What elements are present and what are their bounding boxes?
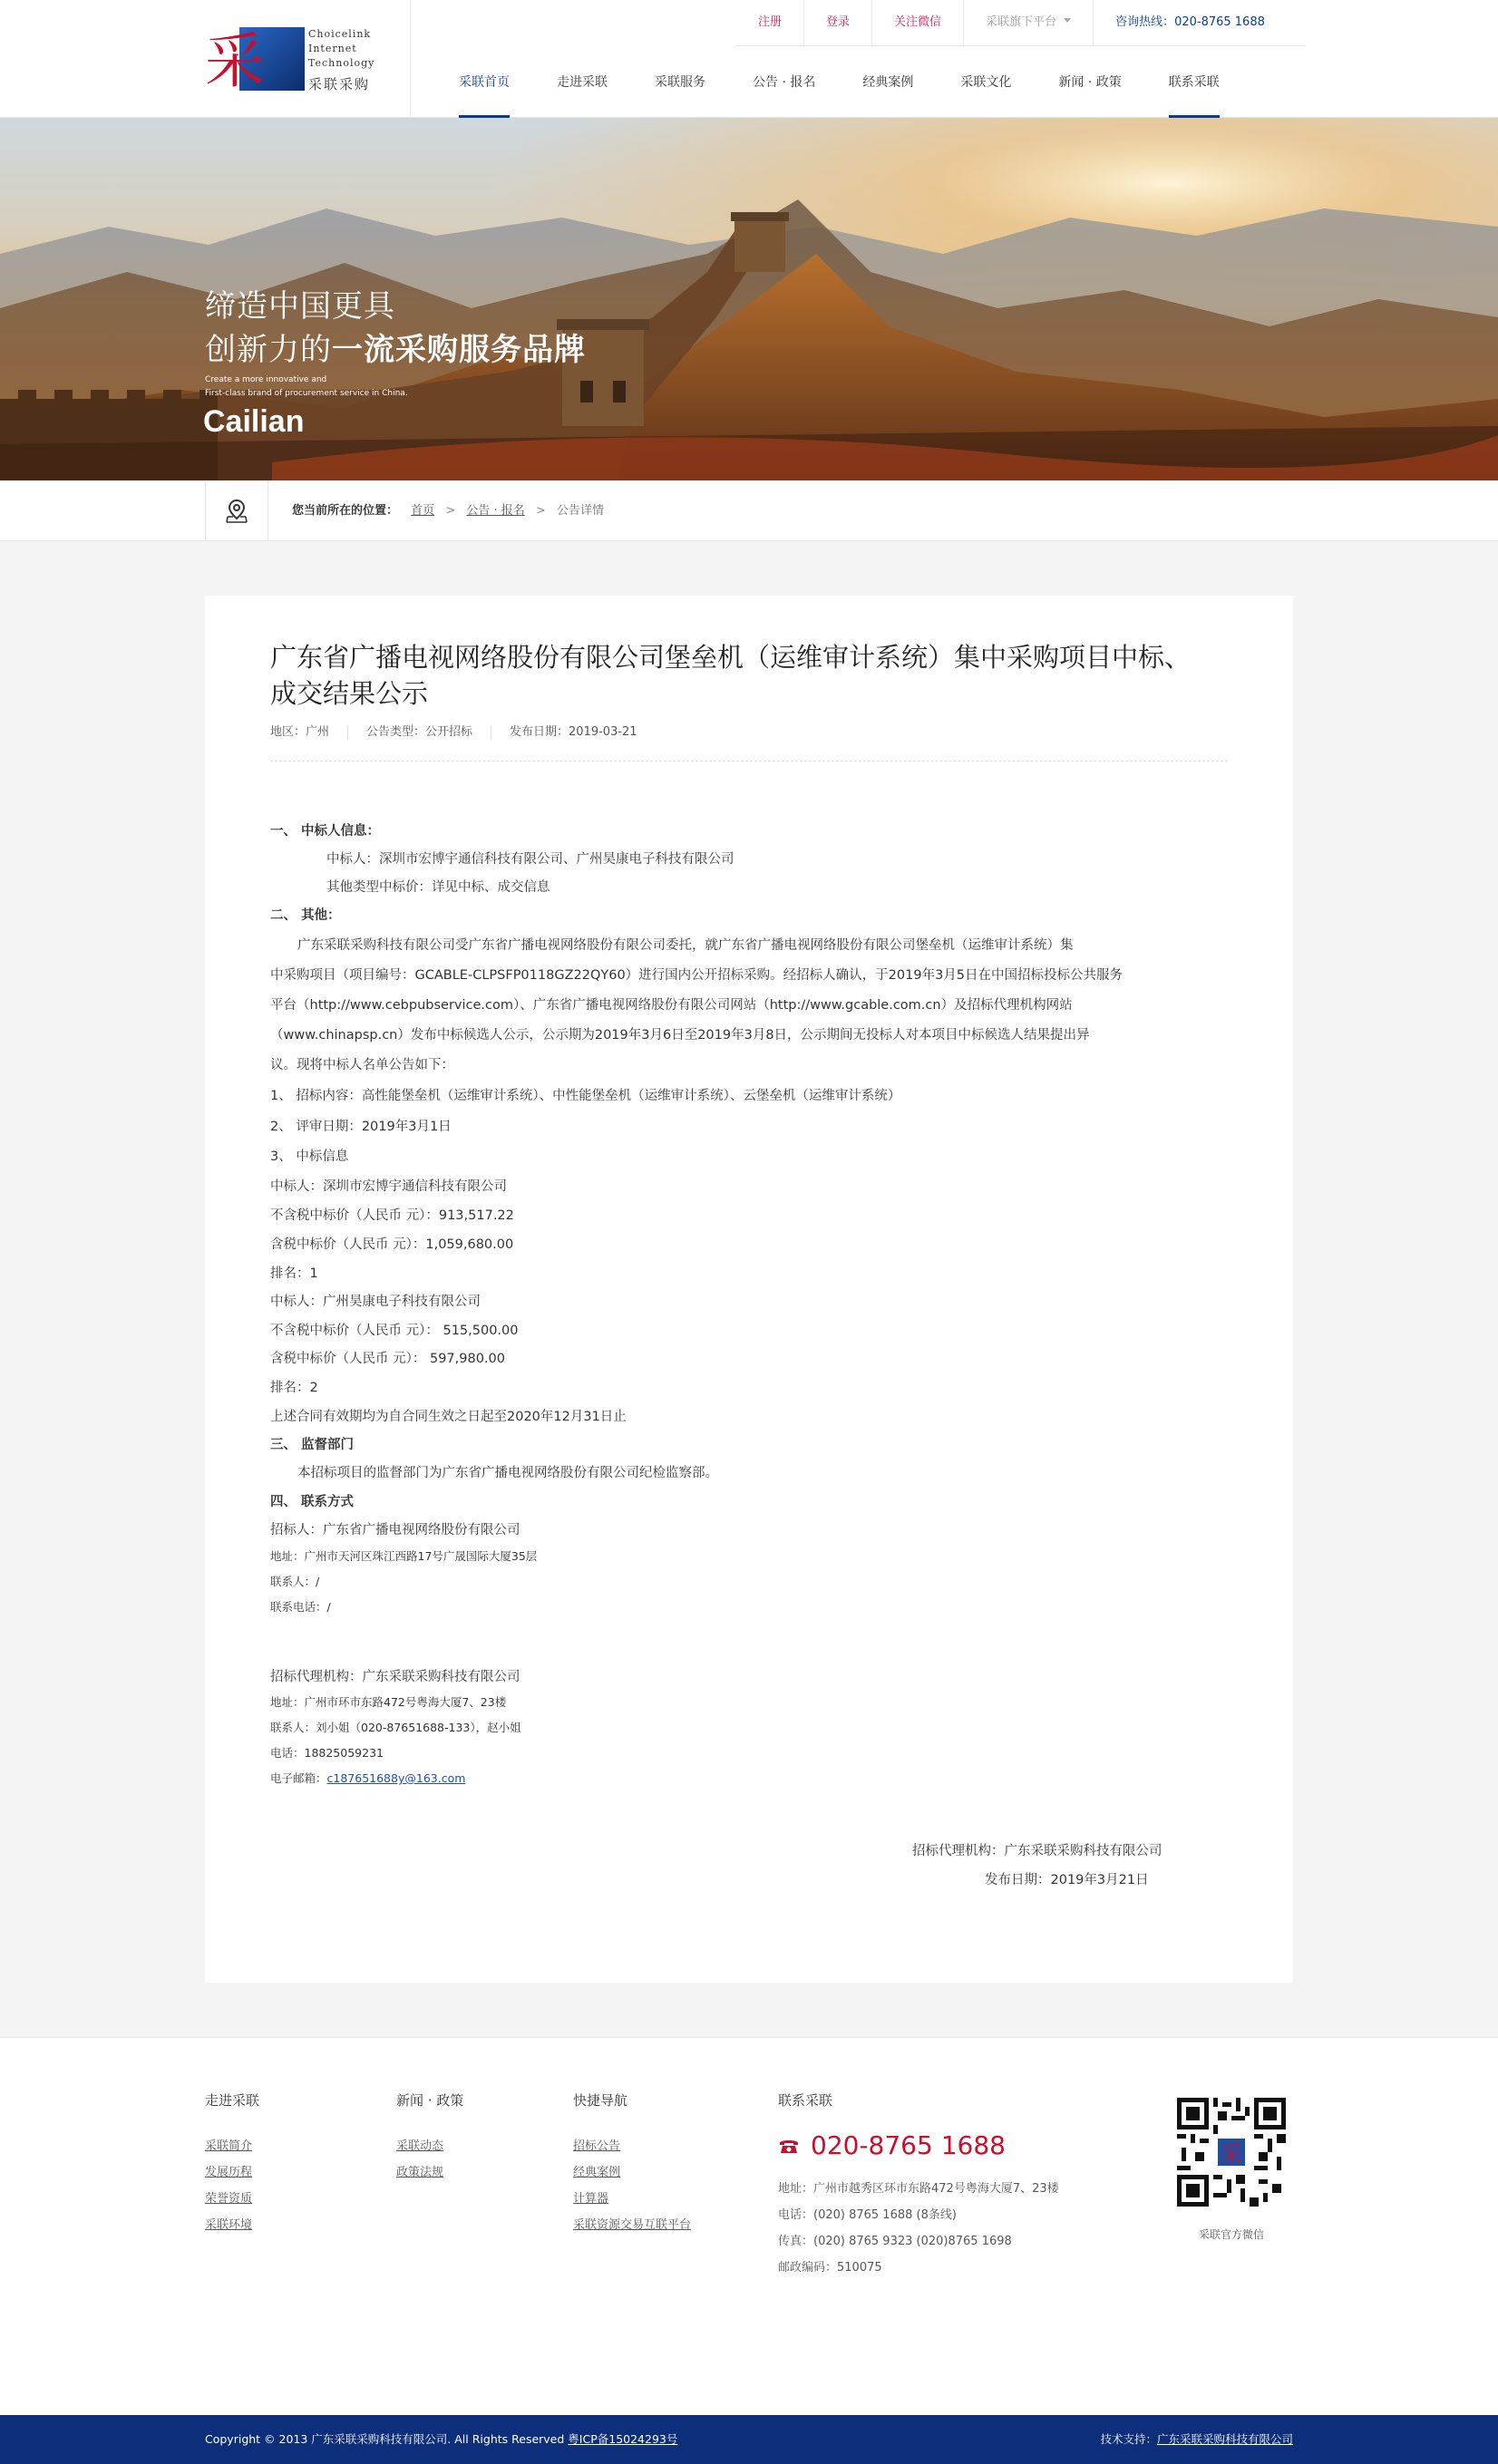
site-header (0, 0, 1498, 118)
meta-divider (270, 761, 1228, 762)
footer-link[interactable]: 政策法规 (396, 2166, 444, 2179)
login-link[interactable]: 登录 (803, 0, 871, 45)
breadcrumb-label: 您当前所在的位置： (292, 504, 399, 518)
footer-heading: 新闻 · 政策 (396, 2092, 464, 2109)
paragraph-line: 1、 招标内容：高性能堡垒机（运维审计系统）、中性能堡垒机（运维审计系统）、云堡垒机（运维审计系统） (270, 1089, 901, 1103)
hotline-text: 咨询热线：020-8765 1688 (1093, 0, 1287, 45)
icp-link[interactable]: 粤ICP备15024293号 (568, 2432, 678, 2446)
nav-contact[interactable]: 联系采联 (1145, 47, 1243, 118)
paragraph-line: 中采购项目（项目编号：GCABLE-CLPSFP0118GZ22QY60）进行国内公开招标采购。经招标人确认，于2019年3月5日在中国招标投标公共服务 (270, 968, 1124, 983)
paragraph-line: 地址：广州市环市东路472号粤海大厦7、23楼 (270, 1695, 507, 1709)
breadcrumb-bar (0, 480, 1498, 541)
paragraph-line: 不含税中标价（人民币 元）： 515,500.00 (270, 1324, 519, 1338)
copyright-bar (0, 2415, 1498, 2464)
footer-phone (778, 2130, 1006, 2160)
paragraph-line: 地址：广州市天河区珠江西路17号广晟国际大厦35层 (270, 1549, 538, 1563)
logo-english: Choicelink Internet Technology (308, 28, 375, 69)
nav-services[interactable]: 采联服务 (655, 75, 705, 90)
signature-agency: 招标代理机构：广东采联采购科技有限公司 (912, 1844, 1162, 1858)
breadcrumb-home[interactable]: 首页 (411, 504, 435, 518)
tech-support: 技术支持：广东采联采购科技有限公司 (1100, 2432, 1293, 2446)
contact-tel: 电话：(020) 8765 1688 (8条线) (778, 2208, 957, 2222)
paragraph-line: 上述合同有效期均为自合同生效之日起至2020年12月31日止 (270, 1410, 627, 1424)
breadcrumb-sep: > (535, 504, 546, 518)
top-bar (736, 0, 1287, 45)
paragraph-line: 中标人：广州昊康电子科技有限公司 (270, 1295, 481, 1309)
register-link[interactable]: 注册 (758, 15, 783, 29)
copyright-text: Copyright © 2013 广东采联采购科技有限公司. All Rights Reserved 粤ICP备15024293号 (205, 2432, 678, 2446)
footer-link[interactable]: 荣誉资质 (205, 2192, 253, 2206)
paragraph-line: 中标人：深圳市宏博宇通信科技有限公司 (270, 1179, 507, 1194)
qr-caption: 采联官方微信 (1198, 2228, 1264, 2241)
footer-link[interactable]: 计算器 (573, 2192, 609, 2206)
section-heading: 三、 监督部门 (270, 1438, 355, 1452)
paragraph-line: 中标人：深圳市宏博宇通信科技有限公司、广州昊康电子科技有限公司 (326, 852, 734, 867)
email-link[interactable]: c18765168​8y@163.com (326, 1771, 466, 1785)
paragraph-line: 本招标项目的监督部门为广东省广播电视网络股份有限公司纪检监察部。 (297, 1466, 718, 1480)
site-footer (0, 2037, 1498, 2415)
paragraph-line: 电子邮箱：c18765168​8y@163.com (270, 1771, 466, 1785)
meta-region: 地区：广州 (270, 725, 330, 739)
paragraph-line: （www.chinapsp.cn）发布中标候选人公示，公示期为2019年3月6日至2019年3月8日，公示期间无投标人对本项目中标候选人结果提出异 (270, 1028, 1090, 1043)
nav-announcements[interactable]: 公告 · 报名 (753, 75, 816, 90)
topbar-divider (736, 45, 1306, 46)
footer-link[interactable]: 经典案例 (573, 2166, 621, 2179)
tech-support-link[interactable]: 广东采联采购科技有限公司 (1156, 2432, 1293, 2446)
footer-col-contact (778, 2091, 832, 2133)
footer-col-quicknav (573, 2091, 691, 2238)
paragraph-line: 联系人：刘小姐（020-87651688-133），赵小姐 (270, 1721, 521, 1734)
nav-about[interactable]: 走进采联 (557, 75, 608, 90)
location-pin-icon (225, 499, 248, 524)
paragraph-line: 含税中标价（人民币 元）： 597,980.00 (270, 1352, 505, 1366)
paragraph-line: 广东采联采购科技有限公司受广东省广播电视网络股份有限公司委托，就广东省广播电视网络股份有限公司堡垒机（运维审计系统）集 (297, 938, 1074, 953)
meta-date: 发布日期：2019-03-21 (491, 725, 656, 740)
footer-heading: 快捷导航 (573, 2092, 628, 2109)
banner-title-line1: 缔造中国更具 (205, 288, 395, 325)
paragraph-line: 招标人：广东省广播电视网络股份有限公司 (270, 1523, 520, 1538)
footer-contact-info (778, 2176, 1059, 2281)
paragraph-line: 排名：2 (270, 1381, 318, 1395)
banner-english-line2: First-class brand of procurement service in China. (205, 389, 408, 398)
location-icon-box (205, 480, 268, 541)
hero-banner (0, 118, 1498, 480)
section-heading: 二、 其他： (270, 908, 341, 923)
paragraph-line: 平台（http://www.cebpubservice.com）、广东省广播电视网络股份有限公司网站（http://www.gcable.com.cn）及招标代理机构网站 (270, 998, 1073, 1013)
phone-number: 020-8765 1688 (811, 2130, 1006, 2160)
nav-culture[interactable]: 采联文化 (960, 75, 1012, 90)
main-nav (435, 47, 1243, 118)
nav-home[interactable]: 采联首页 (435, 47, 533, 118)
paragraph-line: 排名：1 (270, 1266, 318, 1281)
paragraph-line: 3、 中标信息 (270, 1150, 349, 1164)
logo-chinese: 采联采购 (308, 76, 371, 92)
footer-col-news (396, 2091, 463, 2186)
wechat-link[interactable]: 关注微信 (871, 0, 963, 45)
section-heading: 四、 联系方式 (270, 1495, 355, 1509)
breadcrumb-section[interactable]: 公告 · 报名 (466, 504, 525, 518)
footer-col-about (205, 2091, 259, 2238)
signature-date: 发布日期：2019年3月21日 (985, 1873, 1149, 1887)
footer-link[interactable]: 采联简介 (205, 2139, 253, 2153)
paragraph-line: 电话：18825059231 (270, 1746, 384, 1760)
footer-link[interactable]: 采联动态 (396, 2139, 444, 2153)
header-divider (410, 0, 411, 118)
breadcrumb (292, 480, 604, 541)
paragraph-line: 不含税中标价（人民币 元）：913,517.22 (270, 1208, 514, 1223)
paragraph-line: 联系电话：/ (270, 1600, 331, 1614)
footer-heading: 联系采联 (778, 2092, 833, 2109)
banner-title-line2: 创新力的一流采购服务品牌 (205, 332, 586, 368)
logo[interactable] (205, 24, 386, 92)
svg-text:采: 采 (1220, 2141, 1244, 2168)
footer-heading: 走进采联 (205, 2092, 260, 2109)
paragraph-line: 其他类型中标价：详见中标、成交信息 (326, 880, 550, 895)
banner-english-line1: Create a more innovative and (205, 375, 327, 384)
footer-link[interactable]: 招标公告 (573, 2139, 621, 2153)
telephone-icon (778, 2137, 800, 2155)
footer-link[interactable]: 发展历程 (205, 2166, 253, 2179)
paragraph-line: 议。现将中标人名单公告如下： (270, 1058, 454, 1072)
contact-address: 地址：广州市越秀区环市东路472号粤海大厦7、23楼 (778, 2182, 1059, 2196)
footer-link[interactable]: 采联资源交易互联平台 (573, 2218, 692, 2232)
footer-link[interactable]: 采联环境 (205, 2218, 253, 2232)
article-title: 广东省广播电视网络股份有限公司堡垒机（运维审计系统）集中采购项目中标、成交结果公示 (270, 642, 1192, 709)
paragraph-line: 2、 评审日期：2019年3月1日 (270, 1120, 452, 1134)
nav-news[interactable]: 新闻 · 政策 (1058, 75, 1122, 90)
logo-mark-icon (205, 24, 305, 92)
wechat-qr-code-icon (1177, 2098, 1286, 2207)
contact-fax: 传真：(020) 8765 9323 (020)8765 1698 (778, 2235, 1012, 2248)
article-card (205, 596, 1293, 1983)
breadcrumb-current: 公告详情 (556, 504, 604, 518)
platforms-dropdown[interactable]: 采联旗下平台 (963, 0, 1093, 45)
section-heading: 一、 中标人信息： (270, 824, 381, 839)
svg-text:采: 采 (205, 26, 265, 92)
paragraph-line: 联系人：/ (270, 1575, 320, 1588)
nav-cases[interactable]: 经典案例 (862, 75, 914, 90)
paragraph-line: 含税中标价（人民币 元）：1,059,680.00 (270, 1237, 514, 1252)
breadcrumb-sep: > (445, 504, 456, 518)
paragraph-line: 招标代理机构：广东采联采购科技有限公司 (270, 1670, 520, 1684)
article-meta (270, 725, 656, 740)
banner-brand: Cailian (203, 404, 305, 439)
contact-zip: 邮政编码：510075 (778, 2261, 882, 2275)
meta-type: 公告类型：公开招标 (347, 725, 491, 740)
